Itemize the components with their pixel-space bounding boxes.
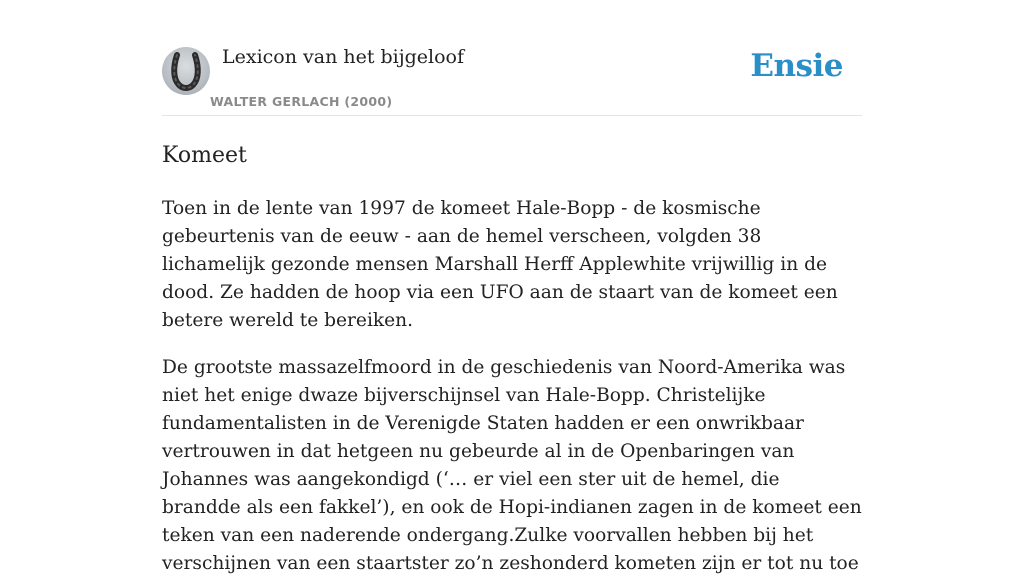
- book-avatar[interactable]: [162, 47, 210, 95]
- brand-logo[interactable]: Ensie: [750, 48, 843, 84]
- book-author: WALTER GERLACH (2000): [210, 94, 393, 109]
- entry-body: [162, 195, 862, 578]
- horseshoe-icon: [162, 47, 210, 95]
- body-paragraph: De grootste massazelfmoord in de geschiedenis van Noord-Amerika was niet het enige dwaze bijverschijnsel van Hale-Bopp. Christelijke fundamentalisten in de Verenigde Staten hadden er een onwrikbaar vertrouwen in dat hetgeen nu gebeurde al in de Openbaringen van Johannes was aangekondigd (‘… er viel een ster uit de hemel, die brandde als een fakkel’), en ook de Hopi-indianen zagen in de komeet een teken van een naderende ondergang.Zulke voorvallen hebben bij het verschijnen van een staartster zo’n zeshonderd kometen zijn er tot nu toe: [162, 357, 862, 574]
- book-title[interactable]: Lexicon van het bijgeloof: [222, 46, 465, 68]
- book-header: [162, 0, 862, 116]
- entry-title: Komeet: [162, 143, 247, 168]
- body-paragraph: Toen in de lente van 1997 de komeet Hale-Bopp - de kosmische gebeurtenis van de eeuw - aan de hemel verscheen, volgden 38 lichamelijk gezonde mensen Marshall Herff Applewhite vrijwillig in de dood. Ze hadden de hoop via een UFO aan de staart van de komeet een betere wereld te bereiken.: [162, 198, 838, 331]
- page: [162, 0, 862, 578]
